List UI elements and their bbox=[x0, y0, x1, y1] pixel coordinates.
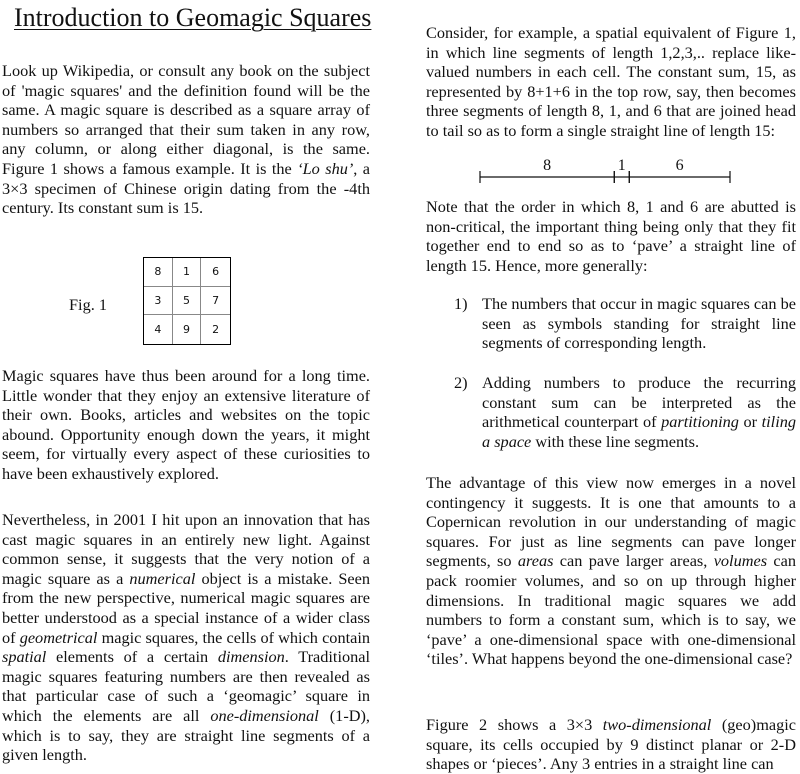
order-note-paragraph bbox=[426, 197, 796, 275]
list-text bbox=[482, 294, 796, 353]
innovation-paragraph bbox=[2, 510, 370, 765]
emphasis-text: dimension bbox=[217, 647, 285, 667]
page-title: Introduction to Geomagic Squares bbox=[14, 3, 372, 32]
list-number: 1) bbox=[454, 294, 468, 313]
text-run: The numbers that occur in magic squares can be seen as symbols standing for straight line segments of corresponding length. bbox=[482, 294, 796, 353]
grid-cell: 6 bbox=[201, 258, 230, 287]
emphasis-text: ‘Lo shu’ bbox=[297, 158, 354, 178]
text-run: Magic squares have thus been around for a long time. Little wonder that they enjoy an extensive literature of their own. Books, articles and websites on the topic abound. Opportunity enough down the years, it might seem, for virtually every aspect of these curiosities to have been exhaustively explored. bbox=[2, 366, 370, 483]
text-run: Consider, for example, a spatial equivalent of Figure 1, in which line segments of length 1,2,3,.. replace like-valued numbers in each cell. The constant sum, 15, as represented by 8+1+6 in the top row, say, then becomes three segments of length 8, 1, and 6 that are joined head to tail so as to form a single straight line of length 15: bbox=[426, 23, 796, 140]
text-run: Note that the order in which 8, 1 and 6 are abutted is non-critical, the important thing being only that they fit together end to end so as to ‘pave’ a straight line of length 15. Hence, more generally: bbox=[426, 197, 796, 275]
text-run: Nevertheless, in 2001 I hit upon an innovation that has cast magic squares in an entirely new light. Against common sense, it suggests that the very notion of a magic square as a bbox=[2, 510, 370, 588]
list-item bbox=[454, 373, 796, 451]
segment-label: 1 bbox=[617, 157, 626, 174]
emphasis-text: partitioning bbox=[661, 412, 739, 432]
grid-cell: 8 bbox=[144, 258, 173, 287]
spatial-example-paragraph bbox=[426, 23, 796, 141]
text-run: Figure 2 shows a 3×3 bbox=[426, 715, 603, 734]
text-run: , a 3×3 specimen of Chinese origin dating from the -4th century. Its constant sum is 15. bbox=[2, 158, 370, 218]
text-run: The advantage of this view now emerges in a novel contingency it suggests. It is one that amounts to a Copernican revolution in our understanding of magic squares. For just as line segments can pave longer segments, so bbox=[426, 473, 796, 571]
list-text bbox=[482, 373, 796, 451]
text-run: Adding numbers to produce the recurring constant sum can be interpreted as the arithmetical counterpart of bbox=[482, 373, 796, 432]
text-run: can pave larger areas, bbox=[553, 551, 714, 571]
emphasis-text: geometrical bbox=[19, 627, 98, 647]
emphasis-text: tiling a space bbox=[482, 412, 797, 451]
emphasis-text: numerical bbox=[129, 568, 196, 588]
text-run: with these line segments. bbox=[531, 431, 700, 451]
figure-2-paragraph bbox=[426, 715, 796, 774]
grid-cell: 2 bbox=[212, 323, 220, 337]
emphasis-text: one-dimensional bbox=[210, 705, 319, 725]
text-run: (geo)magic square, its cells occupied by 9 distinct planar or 2-D shapes or ‘pieces’. Any 3 entries in a straight line can bbox=[426, 715, 797, 774]
grid-cell: 4 bbox=[144, 315, 173, 344]
lo-shu-magic-square bbox=[143, 257, 231, 345]
segment-label: 6 bbox=[675, 157, 684, 174]
emphasis-text: volumes bbox=[713, 551, 768, 571]
segment-svg bbox=[478, 152, 734, 188]
text-run: or bbox=[738, 412, 762, 432]
advantage-paragraph bbox=[426, 473, 796, 669]
emphasis-text: spatial bbox=[2, 647, 47, 667]
grid-cell: 3 bbox=[144, 287, 173, 316]
emphasis-text: two-dimensional bbox=[602, 715, 712, 734]
history-paragraph bbox=[2, 366, 370, 484]
line-segment-diagram bbox=[478, 152, 734, 188]
text-run: (1-D), which is to say, they are straight line segments of a given length. bbox=[2, 705, 370, 765]
text-run: can pack roomier volumes, and so on up through higher dimensions. In traditional magic squares we add numbers to form a constant sum, which is to say, we ‘pave’ a one-dimensional space with one-dimensional ‘tiles’. What happens beyond the one-dimensional case? bbox=[426, 551, 796, 669]
text-run: elements of a certain bbox=[46, 647, 218, 667]
text-run: magic squares, the cells of which contain bbox=[97, 627, 370, 647]
text-run: object is a mistake. Seen from the new perspective, numerical magic squares are better understood as a special instance of a wider class of bbox=[2, 568, 371, 647]
text-run: . Traditional magic squares featuring numbers are then revealed as that particular case of such a ‘geomagic’ square in which the elements are all bbox=[2, 647, 371, 725]
list-item bbox=[454, 294, 796, 353]
emphasis-text: areas bbox=[517, 551, 554, 571]
list-number: 2) bbox=[454, 373, 468, 392]
text-run: Look up Wikipedia, or consult any book on the subject of 'magic squares' and the definition found will be the same. A magic square is described as a square array of numbers so arranged that their sum taken in any row, any column, or along either diagonal, is the same. Figure 1 shows a famous example. It is the bbox=[2, 61, 370, 178]
segment-label: 8 bbox=[543, 157, 552, 174]
intro-paragraph bbox=[2, 61, 370, 218]
grid-cell: 5 bbox=[173, 287, 202, 316]
figure-1-label: Fig. 1 bbox=[69, 295, 108, 314]
grid-cell: 1 bbox=[173, 258, 202, 287]
grid-cell: 9 bbox=[173, 315, 202, 344]
grid-cell: 7 bbox=[201, 287, 230, 316]
